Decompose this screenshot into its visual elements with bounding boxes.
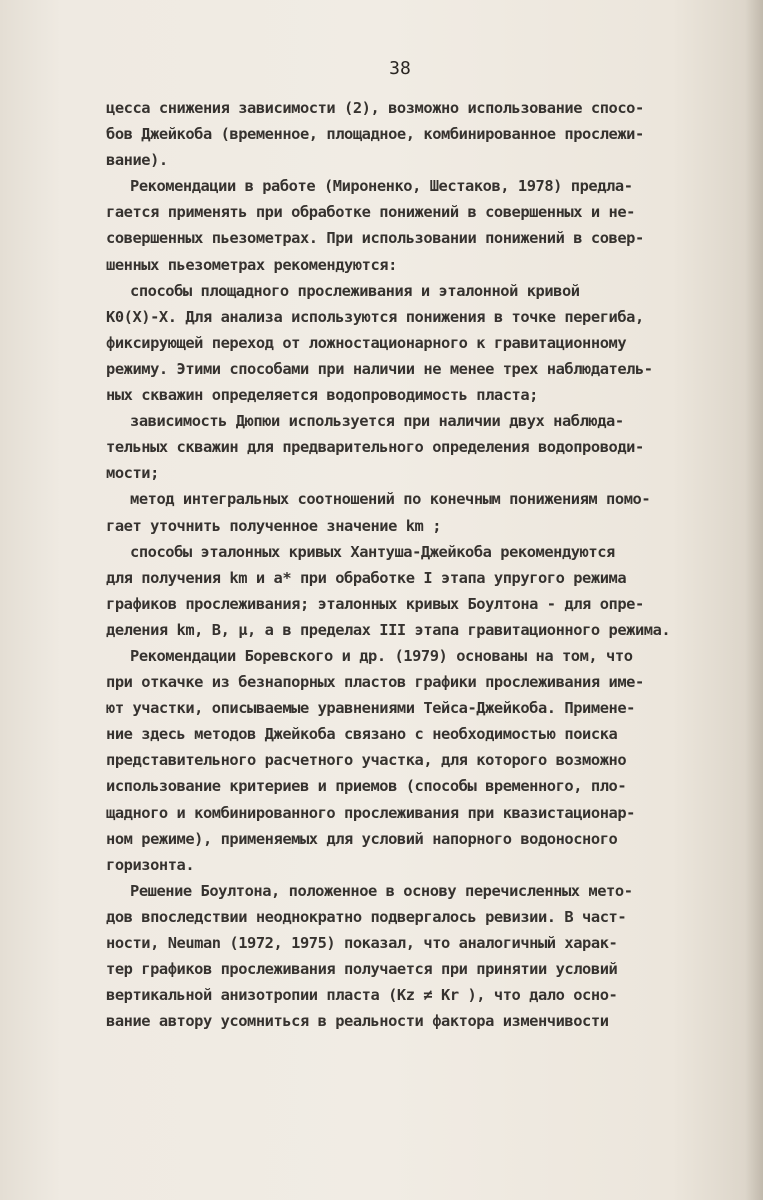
text-line: тер графиков прослеживания получается при принятии условий: [106, 960, 618, 979]
text-line: K0(X)-X. Для анализа используются понижения в точке перегиба,: [106, 307, 644, 326]
text-line: ном режиме), применяемых для условий напорного водоносного: [106, 829, 618, 848]
text-line: цесса снижения зависимости (2), возможно использование спосо-: [106, 99, 644, 117]
text-line: Решение Боултона, положенное в основу перечисленных мето-: [130, 881, 633, 900]
text-line: вание).: [106, 151, 168, 170]
text-line: ние здесь методов Джейкоба связано с необходимостью поиска: [106, 725, 618, 744]
text-line: графиков прослеживания; эталонных кривых Боултона - для опре-: [106, 594, 644, 613]
text-line: способы площадного прослеживания и эталонной кривой: [130, 281, 580, 300]
text-line: для получения km и a* при обработке I этапа упругого режима: [106, 568, 627, 587]
text-line: метод интегральных соотношений по конечным понижениям помо-: [130, 490, 651, 509]
text-line: горизонта.: [106, 855, 195, 874]
text-line: тельных скважин для предварительного определения водопроводи-: [106, 438, 644, 457]
text-line: мости;: [106, 464, 159, 483]
text-line: вание автору усомниться в реальности фактора изменчивости: [106, 1012, 609, 1031]
text-line: гает уточнить полученное значение km ;: [106, 516, 442, 535]
text-line: при откачке из безнапорных пластов графики прослеживания име-: [106, 673, 644, 692]
text-line: использование критериев и приемов (способы временного, пло-: [106, 777, 627, 796]
text-line: зависимость Дюпюи используется при наличии двух наблюда-: [130, 412, 624, 431]
text-line: Рекомендации в работе (Мироненко, Шестаков, 1978) предла-: [130, 177, 633, 196]
text-line: деления km, B, μ, a в пределах III этапа гравитационного режима.: [106, 620, 671, 639]
text-line: вертикальной анизотропии пласта (Kz ≠ Kr ), что дало осно-: [106, 986, 618, 1005]
text-line: способы эталонных кривых Хантуша-Джейкоба рекомендуются: [130, 542, 615, 561]
text-line: совершенных пьезометрах. При использовании понижений в совер-: [106, 229, 644, 248]
text-line: ют участки, описываемые уравнениями Тейса-Джейкоба. Примене-: [106, 699, 635, 718]
text-line: дов впоследствии неоднократно подвергалось ревизии. В част-: [106, 907, 627, 926]
text-line: представительного расчетного участка, для которого возможно: [106, 751, 627, 770]
text-line: фиксирующей переход от ложностационарного к гравитационному: [106, 333, 627, 352]
text-line: ности, Neuman (1972, 1975) показал, что аналогичный харак-: [106, 934, 618, 952]
text-line: гается применять при обработке понижений в совершенных и не-: [106, 203, 635, 222]
page-number: 38: [389, 58, 411, 79]
text-line: режиму. Этими способами при наличии не менее трех наблюдатель-: [106, 359, 653, 378]
page-edge-shadow: [745, 0, 763, 1200]
text-line: ных скважин определяется водопроводимость пласта;: [106, 386, 538, 405]
text-line: шенных пьезометрах рекомендуются:: [106, 255, 397, 274]
text-line: Рекомендации Боревского и др. (1979) основаны на том, что: [130, 646, 633, 665]
body-text: [106, 95, 746, 1034]
text-line: бов Джейкоба (временное, площадное, комбинированное прослежи-: [106, 125, 644, 144]
text-line: щадного и комбинированного прослеживания при квазистационар-: [106, 803, 635, 822]
